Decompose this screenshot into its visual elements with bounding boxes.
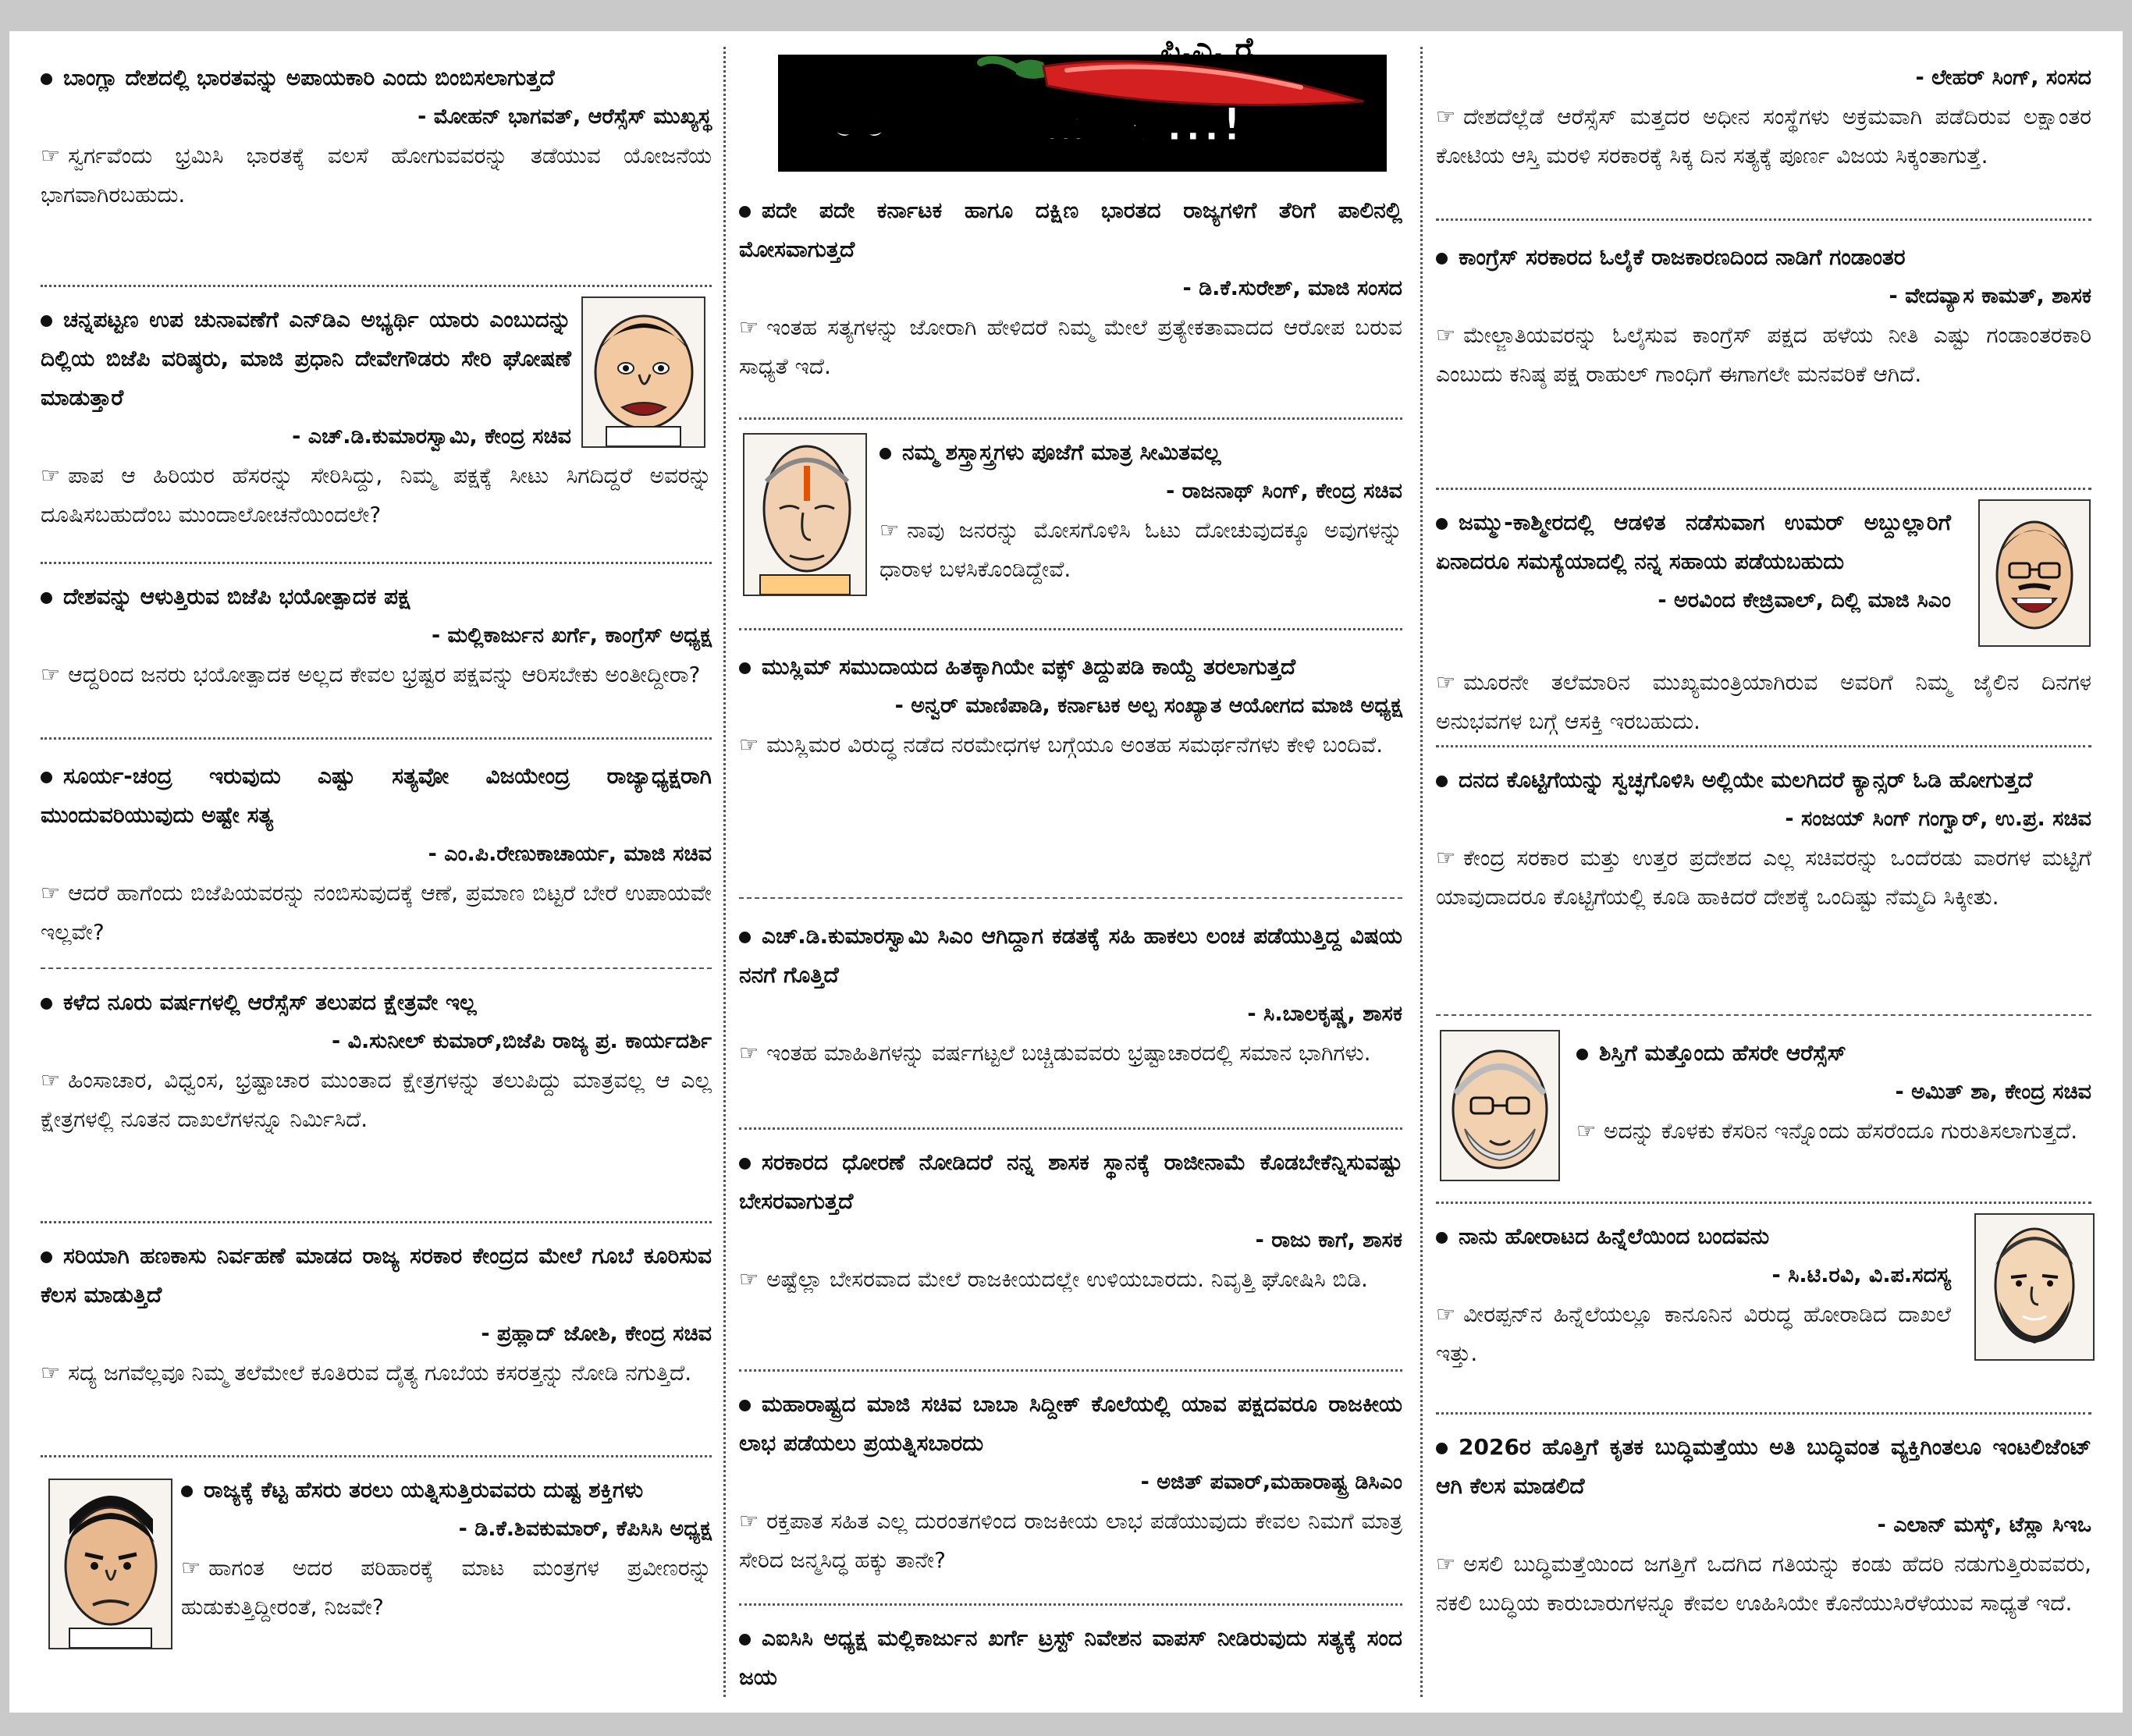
quote-text: ಪದೇ ಪದೇ ಕರ್ನಾಟಕ ಹಾಗೂ ದಕ್ಷಿಣ ಭಾರತದ ರಾಜ್ಯಗಳಿಗೆ ತೆರಿಗೆ ಪಾಲಿನಲ್ಲಿ ಮೋಸವಾಗುತ್ತದೆ <box>739 197 1402 262</box>
bullet-icon <box>739 1158 751 1170</box>
quote-text: ಸರಿಯಾಗಿ ಹಣಕಾಸು ನಿರ್ವಹಣೆ ಮಾಡದ ರಾಜ್ಯ ಸರಕಾರ ಕೇಂದ್ರದ ಮೇಲೆ ಗೂಬೆ ಕೂರಿಸುವ ಕೆಲಸ ಮಾಡುತ್ತಿದೆ <box>41 1243 712 1308</box>
column-left <box>41 31 712 1713</box>
quote-item <box>739 648 1402 765</box>
item-divider <box>1436 488 2091 490</box>
reply-text: ☞ ಸ್ವರ್ಗವೆಂದು ಭ್ರಮಿಸಿ ಭಾರತಕ್ಕೆ ವಲಸೆ ಹೋಗುವವರನ್ನು ತಡೆಯುವ ಯೋಜನೆಯ ಭಾಗವಾಗಿರಬಹುದು. <box>41 143 712 208</box>
quote-source: - ಅನ್ವರ್ ಮಾಣಿಪಾಡಿ, ಕರ್ನಾಟಕ ಅಲ್ಪ ಸಂಖ್ಯಾತ ಆಯೋಗದ ಮಾಜಿ ಅಧ್ಯಕ್ಷ <box>894 694 1402 718</box>
quote-text: ಬಾಂಗ್ಲಾ ದೇಶದಲ್ಲಿ ಭಾರತವನ್ನು ಅಪಾಯಕಾರಿ ಎಂದು ಬಿಂಬಿಸಲಾಗುತ್ತದೆ <box>41 59 712 98</box>
pointing-hand-icon: ☞ <box>41 1067 61 1093</box>
quote-source: - ಎಂ.ಪಿ.ರೇಣುಕಾಚಾರ್ಯ, ಮಾಜಿ ಸಚಿವ <box>428 842 712 866</box>
bullet-icon <box>739 1634 751 1645</box>
pointing-hand-icon: ☞ <box>1436 669 1456 695</box>
pointing-hand-icon: ☞ <box>41 143 61 169</box>
item-divider <box>1436 1014 2091 1016</box>
item-divider <box>1436 1412 2091 1415</box>
quote-source: - ಎಲಾನ್ ಮಸ್ಕ್, ಟೆಸ್ಲಾ ಸಿಇಒ <box>1877 1513 2091 1537</box>
quote-item <box>41 59 712 215</box>
quote-source: - ಸಿ.ಟಿ.ರವಿ, ವಿ.ಪ.ಸದಸ್ಯ <box>1771 1263 1951 1287</box>
quote-text: ನಮ್ಮ ಶಸ್ತ್ರಾಸ್ತ್ರಗಳು ಪೂಜೆಗೆ ಮಾತ್ರ ಸೀಮಿತವಲ್ಲ <box>879 433 1402 472</box>
reply-item <box>41 456 712 534</box>
reply-text: ☞ ಇಂತಹ ಮಾಹಿತಿಗಳನ್ನು ವರ್ಷಗಟ್ಟಲೆ ಬಚ್ಚಿಡುವವರು ಭ್ರಷ್ಟಾಚಾರದಲ್ಲಿ ಸಮಾನ ಭಾಗಿಗಳು. <box>739 1040 1371 1066</box>
bullet-icon <box>181 1486 193 1497</box>
reply-text: ☞ ಅದನ್ನು ಕೊಳಕು ಕೆಸರಿನ ಇನ್ನೊಂದು ಹೆಸರೆಂದೂ ಗುರುತಿಸಲಾಗುತ್ತದೆ. <box>1576 1118 2078 1144</box>
bullet-icon <box>1436 776 1448 787</box>
bullet-icon <box>739 206 751 218</box>
bullet-icon <box>739 662 751 674</box>
quote-item <box>41 1237 712 1393</box>
quote-text: ಎಐಸಿಸಿ ಅಧ್ಯಕ್ಷ ಮಲ್ಲಿಕಾರ್ಜುನ ಖರ್ಗೆ ಟ್ರಸ್ಟ್ ನಿವೇಶನ ವಾಪಸ್ ನೀಡಿರುವುದು ಸತ್ಯಕ್ಕೆ ಸಂದ ಜಯ <box>739 1625 1402 1690</box>
caricature-drawing <box>1976 1215 2093 1359</box>
quote-text: ನಾನು ಹೋರಾಟದ ಹಿನ್ನೆಲೆಯಿಂದ ಬಂದವನು <box>1436 1217 1951 1256</box>
reply-text: ☞ ಇಂತಹ ಸತ್ಯಗಳನ್ನು ಜೋರಾಗಿ ಹೇಳಿದರೆ ನಿಮ್ಮ ಮೇಲೆ ಪ್ರತ್ಯೇಕತಾವಾದದ ಆರೋಪ ಬರುವ ಸಾಧ್ಯತೆ ಇದೆ. <box>739 314 1402 379</box>
quote-item <box>739 191 1402 386</box>
quote-text: ಸೂರ್ಯ-ಚಂದ್ರ ಇರುವುದು ಎಷ್ಟು ಸತ್ಯವೋ ವಿಜಯೇಂದ್ರ ರಾಜ್ಯಾಧ್ಯಕ್ಷರಾಗಿ ಮುಂದುವರಿಯುವುದು ಅಷ್ಟೇ ಸತ್ಯ <box>41 763 712 828</box>
bullet-icon <box>1436 1232 1448 1244</box>
bullet-icon <box>1436 518 1448 530</box>
quote-source: - ಸಿ.ಬಾಲಕೃಷ್ಣ, ಶಾಸಕ <box>1247 1002 1402 1026</box>
item-divider <box>41 737 712 740</box>
pointing-hand-icon: ☞ <box>1436 322 1456 348</box>
caricature-drawing <box>1980 501 2089 645</box>
pointing-hand-icon: ☞ <box>1436 1301 1456 1327</box>
item-divider <box>41 1455 712 1457</box>
reply-text: ☞ ದೇಶದೆಲ್ಲೆಡೆ ಆರೆಸ್ಸೆಸ್ ಮತ್ತದರ ಅಧೀನ ಸಂಸ್ಥೆಗಳು ಅಕ್ರಮವಾಗಿ ಪಡೆದಿರುವ ಲಕ್ಷಾಂತರ ಕೋಟಿಯ ಆಸ್ತಿ ಮರಳಿ ಸರಕಾರಕ್ಕೆ ಸಿಕ್ಕ ದಿನ ಸತ್ಯಕ್ಕೆ ಪೂರ್ಣ ವಿಜಯ ಸಿಕ್ಕಂತಾಗುತ್ತೆ. <box>1436 104 2091 169</box>
reply-text: ☞ ಅಸಲಿ ಬುದ್ಧಿಮತ್ತೆಯಿಂದ ಜಗತ್ತಿಗೆ ಒದಗಿದ ಗತಿಯನ್ನು ಕಂಡು ಹೆದರಿ ನಡುಗುತ್ತಿರುವವರು, ನಕಲಿ ಬುದ್ಧಿಯ ಕಾರುಬಾರುಗಳನ್ನೂ ಕೇವಲ ಊಹಿಸಿಯೇ ಕೊನೆಯುಸಿರೆಳೆಯುವ ಸಾಧ್ಯತೆ ಇದೆ. <box>1436 1551 2091 1616</box>
pointing-hand-icon: ☞ <box>181 1555 201 1581</box>
quote-source: - ಅಜಿತ್ ಪವಾರ್,ಮಹಾರಾಷ್ಟ್ರ ಡಿಸಿಎಂ <box>1140 1470 1402 1494</box>
quote-text: ದೇಶವನ್ನು ಆಳುತ್ತಿರುವ ಬಿಜೆಪಿ ಭಯೋತ್ಪಾದಕ ಪಕ್ಷ <box>41 577 712 616</box>
item-divider <box>739 1603 1402 1606</box>
reply-item <box>1436 663 2091 741</box>
quote-text: ಸರಕಾರದ ಧೋರಣೆ ನೋಡಿದರೆ ನನ್ನ ಶಾಸಕ ಸ್ಥಾನಕ್ಕೆ ರಾಜೀನಾಮೆ ಕೊಡಬೇಕೆನ್ನಿಸುವಷ್ಟು ಬೇಸರವಾಗುತ್ತದೆ <box>739 1149 1402 1214</box>
quote-text: ಕಳೆದ ನೂರು ವರ್ಷಗಳಲ್ಲಿ ಆರೆಸ್ಸೆಸ್ ತಲುಪದ ಕ್ಷೇತ್ರವೇ ಇಲ್ಲ <box>41 983 712 1022</box>
quote-text: ಕಾಂಗ್ರೆಸ್ ಸರಕಾರದ ಓಲೈಕೆ ರಾಜಕಾರಣದಿಂದ ನಾಡಿಗೆ ಗಂಡಾಂತರ <box>1436 238 2091 277</box>
quote-item <box>1436 761 2091 917</box>
bullet-icon <box>879 448 891 460</box>
pointing-hand-icon: ☞ <box>739 1266 759 1292</box>
item-divider <box>41 562 712 564</box>
pointing-hand-icon: ☞ <box>41 880 61 906</box>
quote-source: - ರಾಜನಾಥ್ ಸಿಂಗ್, ಕೇಂದ್ರ ಸಚಿವ <box>1166 479 1402 503</box>
pointing-hand-icon: ☞ <box>879 517 900 543</box>
pointing-hand-icon: ☞ <box>739 314 759 340</box>
reply-text: ☞ ಕೇಂದ್ರ ಸರಕಾರ ಮತ್ತು ಉತ್ತರ ಪ್ರದೇಶದ ಎಲ್ಲ ಸಚಿವರನ್ನು ಒಂದೆರಡು ವಾರಗಳ ಮಟ್ಟಿಗೆ ಯಾವುದಾದರೂ ಕೊಟ್ಟಿಗೆಯಲ್ಲಿ ಕೂಡಿ ಹಾಕಿದರೆ ದೇಶಕ್ಕೆ ಒಂದಿಷ್ಟು ನೆಮ್ಮದಿ ಸಿಕ್ಕೀತು. <box>1436 845 2091 910</box>
masthead-big-letter: ಓ <box>825 47 893 163</box>
caricature-ct-ravi <box>1974 1213 2095 1361</box>
quote-item <box>739 1143 1402 1299</box>
reply-text: ☞ ಪಾಪ ಆ ಹಿರಿಯರ ಹೆಸರನ್ನು ಸೇರಿಸಿದ್ದು, ನಿಮ್ಮ ಪಕ್ಷಕ್ಕೆ ಸೀಟು ಸಿಗದಿದ್ದರೆ ಅವರನ್ನು ದೂಷಿಸಬಹುದೆಂಬ ಮುಂದಾಲೋಚನೆಯಿಂದಲೇ? <box>41 463 712 527</box>
quote-source: - ಪ್ರಹ್ಲಾದ್ ಜೋಶಿ, ಕೇಂದ್ರ ಸಚಿವ <box>481 1322 712 1346</box>
pointing-hand-icon: ☞ <box>1436 845 1456 871</box>
bullet-icon <box>739 932 751 943</box>
quote-text: ರಾಜ್ಯಕ್ಕೆ ಕೆಟ್ಟ ಹೆಸರು ತರಲು ಯತ್ನಿಸುತ್ತಿರುವವರು ದುಷ್ಟ ಶಕ್ತಿಗಳು <box>181 1471 712 1510</box>
pointing-hand-icon: ☞ <box>41 463 61 488</box>
bullet-icon <box>1576 1049 1588 1060</box>
quote-item <box>739 917 1402 1073</box>
quote-source: - ಅಮಿತ್ ಶಾ, ಕೇಂದ್ರ ಸಚಿವ <box>1895 1080 2091 1104</box>
pointing-hand-icon: ☞ <box>739 1508 759 1534</box>
quote-item <box>1436 1034 2091 1151</box>
quote-item <box>41 577 712 694</box>
item-divider <box>41 1221 712 1223</box>
reply-text: ☞ ರಕ್ತಪಾತ ಸಹಿತ ಎಲ್ಲ ದುರಂತಗಳಿಂದ ರಾಜಕೀಯ ಲಾಭ ಪಡೆಯುವುದು ಕೇವಲ ನಿಮಗೆ ಮಾತ್ರ ಸೇರಿದ ಜನ್ಮಸಿದ್ಧ ಹಕ್ಕು ತಾನೇ? <box>739 1508 1402 1573</box>
caricature-kumaraswamy <box>581 296 705 448</box>
reply-text: ☞ ನಾವು ಜನರನ್ನು ಮೋಸಗೊಳಿಸಿ ಓಟು ದೋಚುವುದಕ್ಕೂ ಅವುಗಳನ್ನು ಧಾರಾಳ ಬಳಸಿಕೊಂಡಿದ್ದೇವೆ. <box>879 517 1402 582</box>
bullet-icon <box>1436 1443 1448 1454</box>
reply-text: ☞ ಆದರೆ ಹಾಗೆಂದು ಬಿಜೆಪಿಯವರನ್ನು ನಂಬಿಸುವುದಕ್ಕೆ ಆಣೆ, ಪ್ರಮಾಣ ಬಿಟ್ಟರೆ ಬೇರೆ ಉಪಾಯವೇ ಇಲ್ಲವೇ? <box>41 880 712 945</box>
pointing-hand-icon: ☞ <box>739 1040 759 1066</box>
column-masthead <box>739 31 1402 176</box>
bullet-icon <box>41 73 52 85</box>
bullet-icon <box>739 1400 751 1411</box>
reply-text: ☞ ಹಾಗಂತ ಅದರ ಪರಿಹಾರಕ್ಕೆ ಮಾಟ ಮಂತ್ರಗಳ ಪ್ರವೀಣರನ್ನು ಹುಡುಕುತ್ತಿದ್ದೀರಂತೆ, ನಿಜವೇ? <box>181 1555 712 1620</box>
quote-source: - ವೇದವ್ಯಾಸ ಕಾಮತ್, ಶಾಸಕ <box>1889 284 2091 308</box>
pointing-hand-icon: ☞ <box>1576 1118 1597 1144</box>
item-divider <box>739 417 1402 420</box>
quote-source: - ಲೇಹರ್ ಸಿಂಗ್, ಸಂಸದ <box>1915 66 2091 90</box>
quote-item <box>41 983 712 1139</box>
bullet-icon <box>41 998 52 1010</box>
bullet-icon <box>41 592 52 604</box>
quote-text: ಜಮ್ಮು-ಕಾಶ್ಮೀರದಲ್ಲಿ ಆಡಳಿತ ನಡೆಸುವಾಗ ಉಮರ್ ಅಬ್ದುಲ್ಲಾರಿಗೆ ಏನಾದರೂ ಸಮಸ್ಯೆಯಾದಲ್ಲಿ ನನ್ನ ಸಹಾಯ ಪಡೆಯಬಹುದು <box>1436 509 1951 574</box>
quote-source: - ಮಲ್ಲಿಕಾರ್ಜುನ ಖರ್ಗೆ, ಕಾಂಗ್ರೆಸ್ ಅಧ್ಯಕ್ಷ <box>431 623 712 648</box>
item-divider <box>739 1369 1402 1372</box>
reply-text: ☞ ಮೂರನೇ ತಲೆಮಾರಿನ ಮುಖ್ಯಮಂತ್ರಿಯಾಗಿರುವ ಅವರಿಗೆ ನಿಮ್ಮ ಜೈಲಿನ ದಿನಗಳ ಅನುಭವಗಳ ಬಗ್ಗೆ ಆಸಕ್ತಿ ಇರಬಹುದು. <box>1436 669 2091 734</box>
reply-text: ☞ ಸದ್ಯ ಜಗವೆಲ್ಲವೂ ನಿಮ್ಮ ತಲೆಮೇಲೆ ಕೂತಿರುವ ದೈತ್ಯ ಗೂಬೆಯ ಕಸರತ್ತನ್ನು ನೋಡಿ ನಗುತ್ತಿದೆ. <box>41 1360 692 1386</box>
item-divider <box>739 897 1402 899</box>
quote-item <box>1436 238 2091 394</box>
reply-text: ☞ ಮುಸ್ಲಿಮರ ವಿರುದ್ಧ ನಡೆದ ನರಮೇಧಗಳ ಬಗ್ಗೆಯೂ ಅಂತಹ ಸಮರ್ಥನೆಗಳು ಕೇಳಿ ಬಂದಿವೆ. <box>739 732 1384 758</box>
quote-source: - ಎಚ್.ಡಿ.ಕುಮಾರಸ್ವಾಮಿ, ಕೇಂದ್ರ ಸಚಿವ <box>292 424 571 449</box>
quote-source: - ಅರವಿಂದ ಕೇಜ್ರಿವಾಲ್, ದಿಲ್ಲಿ ಮಾಜಿ ಸಿಎಂ <box>1658 588 1951 612</box>
quote-source: - ಡಿ.ಕೆ.ಶಿವಕುಮಾರ್, ಕೆಪಿಸಿಸಿ ಅಧ್ಯಕ್ಷ <box>458 1517 712 1541</box>
quote-source: - ವಿ.ಸುನೀಲ್ ಕುಮಾರ್,ಬಿಜೆಪಿ ರಾಜ್ಯ ಪ್ರ. ಕಾರ್ಯದರ್ಶಿ <box>332 1029 712 1053</box>
quote-text: ಎಚ್.ಡಿ.ಕುಮಾರಸ್ವಾಮಿ ಸಿಎಂ ಆಗಿದ್ದಾಗ ಕಡತಕ್ಕೆ ಸಹಿ ಹಾಕಲು ಲಂಚ ಪಡೆಯುತ್ತಿದ್ದ ವಿಷಯ ನನಗೆ ಗೊತ್ತಿದೆ <box>739 923 1402 988</box>
pointing-hand-icon: ☞ <box>41 1360 61 1386</box>
quote-source: - ಮೋಹನ್ ಭಾಗವತ್, ಆರೆಸ್ಸೆಸ್ ಮುಖ್ಯಸ್ಥ <box>418 105 712 129</box>
item-divider <box>739 628 1402 630</box>
pointing-hand-icon: ☞ <box>1436 104 1456 130</box>
quote-text: ಮುಸ್ಲಿಮ್ ಸಮುದಾಯದ ಹಿತಕ್ಕಾಗಿಯೇ ವಕ್ಫ್ ತಿದ್ದುಪಡಿ ಕಾಯ್ದೆ ತರಲಾಗುತ್ತದೆ <box>739 648 1402 687</box>
column-divider <box>1420 47 1423 1697</box>
column-title: ಮೆಣಸೇ...! <box>1043 98 1244 152</box>
author-name: ಪಿ.ಎ. ರೈ <box>1160 31 1259 67</box>
quote-source: - ಡಿ.ಕೆ.ಸುರೇಶ್, ಮಾಜಿ ಸಂಸದ <box>1182 276 1402 300</box>
quote-item <box>41 1471 712 1627</box>
caricature-drawing <box>583 298 704 446</box>
bullet-icon <box>41 315 52 327</box>
bullet-icon <box>41 1251 52 1263</box>
item-divider <box>41 285 712 287</box>
caricature-kejriwal <box>1978 499 2091 647</box>
quote-source: - ರಾಜು ಕಾಗೆ, ಶಾಸಕ <box>1255 1228 1402 1252</box>
reply-text: ☞ ಮೇಲ್ಜಾತಿಯವರನ್ನು ಓಲೈಸುವ ಕಾಂಗ್ರೆಸ್ ಪಕ್ಷದ ಹಳೆಯ ನೀತಿ ಎಷ್ಟು ಗಂಡಾಂತರಕಾರಿ ಎಂಬುದು ಕನಿಷ್ಠ ಪಕ್ಷ ರಾಹುಲ್ ಗಾಂಧಿಗೆ ಈಗಾಗಲೇ ಮನವರಿಕೆ ಆಗಿದೆ. <box>1436 322 2091 387</box>
item-divider <box>41 967 712 969</box>
quote-text: ಶಿಸ್ತಿಗೆ ಮತ್ತೊಂದು ಹೆಸರೇ ಆರೆಸ್ಸೆಸ್ <box>1576 1034 2091 1073</box>
item-divider <box>1436 1202 2091 1204</box>
quote-item <box>739 433 1402 589</box>
reply-text: ☞ ವೀರಪ್ಪನ್‌ನ ಹಿನ್ನೆಲೆಯಲ್ಲೂ ಕಾನೂನಿನ ವಿರುದ್ಧ ಹೋರಾಡಿದ ದಾಖಲೆ ಇತ್ತು. <box>1436 1301 1951 1366</box>
bullet-icon <box>41 772 52 783</box>
quote-text: 2026ರ ಹೊತ್ತಿಗೆ ಕೃತಕ ಬುದ್ಧಿಮತ್ತೆಯು ಅತಿ ಬುದ್ಧಿವಂತ ವ್ಯಕ್ತಿಗಿಂತಲೂ ಇಂಟಲಿಜೆಂಟ್ ಆಗಿ ಕೆಲಸ ಮಾಡಲಿದೆ <box>1436 1434 2091 1499</box>
quote-text: ದನದ ಕೊಟ್ಟಿಗೆಯನ್ನು ಸ್ವಚ್ಛಗೊಳಿಸಿ ಅಲ್ಲಿಯೇ ಮಲಗಿದರೆ ಕ್ಯಾನ್ಸರ್ ಓಡಿ ಹೋಗುತ್ತದೆ <box>1436 761 2091 800</box>
quote-text: ಮಹಾರಾಷ್ಟ್ರದ ಮಾಜಿ ಸಚಿವ ಬಾಬಾ ಸಿದ್ದೀಕ್ ಕೊಲೆಯಲ್ಲಿ ಯಾವ ಪಕ್ಷದವರೂ ರಾಜಕೀಯ ಲಾಭ ಪಡೆಯಲು ಪ್ರಯತ್ನಿಸಬಾರದು <box>739 1391 1402 1456</box>
quote-item <box>1436 1428 2091 1623</box>
quote-item <box>1436 59 2091 176</box>
pointing-hand-icon: ☞ <box>1436 1551 1456 1577</box>
item-divider <box>739 1127 1402 1130</box>
quote-item <box>739 1619 1402 1697</box>
quote-item <box>41 757 712 952</box>
bullet-icon <box>1436 253 1448 264</box>
column-divider <box>723 47 726 1697</box>
reply-text: ☞ ಅಷ್ಟೆಲ್ಲಾ ಬೇಸರವಾದ ಮೇಲೆ ರಾಜಕೀಯದಲ್ಲೇ ಉಳಿಯಬಾರದು. ನಿವೃತ್ತಿ ಘೋಷಿಸಿ ಬಿಡಿ. <box>739 1266 1368 1292</box>
column-middle <box>739 31 1402 1713</box>
reply-text: ☞ ಹಿಂಸಾಚಾರ, ವಿಧ್ವಂಸ, ಭ್ರಷ್ಟಾಚಾರ ಮುಂತಾದ ಕ್ಷೇತ್ರಗಳನ್ನು ತಲುಪಿದ್ದು ಮಾತ್ರವಲ್ಲ ಆ ಎಲ್ಲ ಕ್ಷೇತ್ರಗಳಲ್ಲಿ ನೂತನ ದಾಖಲೆಗಳನ್ನೂ ನಿರ್ಮಿಸಿದೆ. <box>41 1067 712 1132</box>
quote-source: - ಸಂಜಯ್ ಸಿಂಗ್ ಗಂಗ್ವಾರ್, ಉ.ಪ್ರ. ಸಚಿವ <box>1785 807 2091 831</box>
reply-text: ☞ ಆದ್ದರಿಂದ ಜನರು ಭಯೋತ್ಪಾದಕ ಅಲ್ಲದ ಕೇವಲ ಭ್ರಷ್ಟರ ಪಕ್ಷವನ್ನು ಆರಿಸಬೇಕು ಅಂತೀದ್ದೀರಾ? <box>41 662 701 687</box>
quote-item <box>739 1385 1402 1580</box>
column-right <box>1436 31 2091 1713</box>
quote-text: ಚನ್ನಪಟ್ಟಣ ಉಪ ಚುನಾವಣೆಗೆ ಎನ್‌ಡಿಎ ಅಭ್ಯರ್ಥಿ ಯಾರು ಎಂಬುದನ್ನು ದಿಲ್ಲಿಯ ಬಿಜೆಪಿ ವರಿಷ್ಠರು, ಮಾಜಿ ಪ್ರಧಾನಿ ದೇವೇಗೌಡರು ಸೇರಿ ಘೋಷಣೆ ಮಾಡುತ್ತಾರೆ <box>41 307 571 410</box>
pointing-hand-icon: ☞ <box>739 732 759 758</box>
item-divider <box>1436 745 2091 747</box>
item-divider <box>1436 218 2091 221</box>
newspaper-page <box>9 31 2123 1713</box>
pointing-hand-icon: ☞ <box>41 662 61 687</box>
